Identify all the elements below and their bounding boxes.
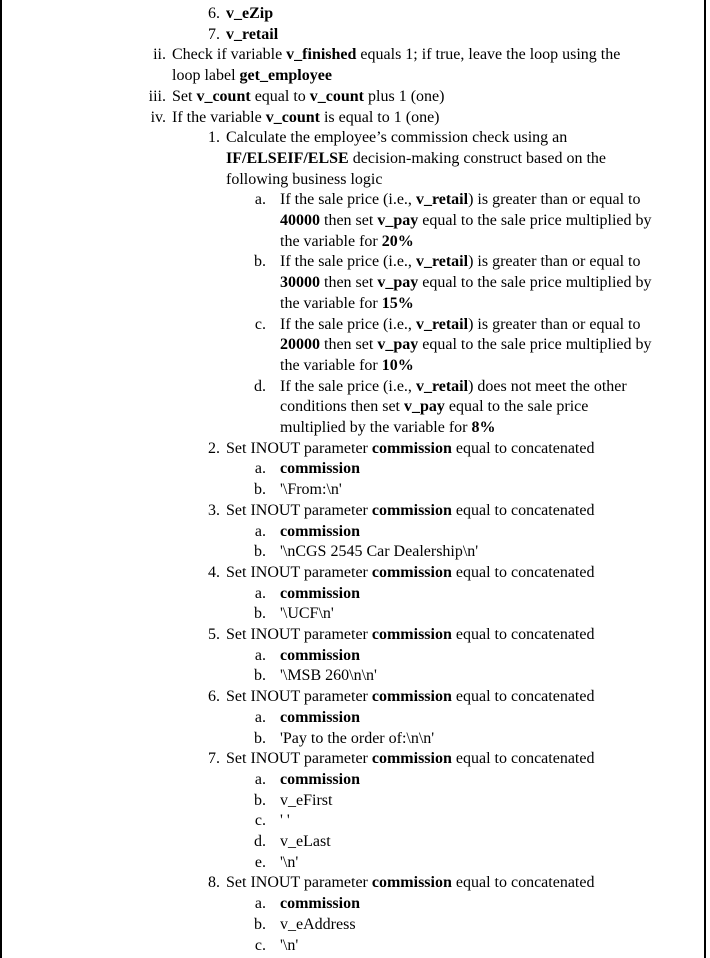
bold-term: 30000 bbox=[280, 274, 320, 292]
list-marker: b. bbox=[254, 253, 266, 271]
text-run: equal to the sale price multiplied by bbox=[418, 274, 652, 292]
text-run: the variable for bbox=[280, 294, 382, 312]
list-line bbox=[2, 356, 702, 377]
list-line bbox=[2, 459, 702, 480]
list-marker: b. bbox=[254, 915, 266, 933]
bold-term: v_retail bbox=[415, 315, 469, 333]
text-run: equal to bbox=[250, 87, 310, 105]
bold-term: commission bbox=[371, 563, 452, 581]
list-line bbox=[2, 563, 702, 584]
text-run: plus 1 (one) bbox=[364, 87, 445, 105]
text-run: v_eFirst bbox=[280, 791, 333, 809]
list-marker: 4. bbox=[208, 563, 220, 581]
bold-term: v_pay bbox=[377, 336, 419, 354]
bold-term: commission bbox=[371, 874, 452, 892]
list-marker: b. bbox=[254, 481, 266, 499]
text-run: then set bbox=[320, 336, 378, 354]
text-run: ) is greater than or equal to bbox=[468, 253, 641, 271]
list-text bbox=[280, 936, 298, 957]
list-text bbox=[280, 377, 627, 398]
list-marker: 2. bbox=[208, 439, 220, 457]
list-line bbox=[2, 542, 702, 563]
list-marker: a. bbox=[254, 770, 266, 788]
text-run: '\n' bbox=[280, 936, 299, 954]
list-line bbox=[2, 522, 702, 543]
list-marker: d. bbox=[254, 377, 266, 395]
list-text bbox=[226, 149, 606, 170]
text-run: equal to concatenated bbox=[451, 501, 595, 519]
list-text bbox=[280, 232, 414, 253]
list-text bbox=[226, 4, 273, 25]
text-run: '\From:\n' bbox=[280, 481, 342, 499]
list-marker: 6. bbox=[208, 688, 220, 706]
text-run: If the variable bbox=[172, 108, 266, 126]
bold-term: 10% bbox=[381, 356, 414, 374]
list-text bbox=[280, 832, 331, 853]
bold-term: commission bbox=[371, 439, 452, 457]
bold-term: commission bbox=[280, 770, 360, 788]
list-marker: b. bbox=[254, 667, 266, 685]
text-run: Check if variable bbox=[172, 46, 287, 64]
list-marker: e. bbox=[254, 853, 266, 871]
list-text bbox=[280, 708, 360, 729]
list-text bbox=[226, 501, 594, 522]
list-text bbox=[226, 128, 567, 149]
bold-term: commission bbox=[280, 460, 360, 478]
list-line bbox=[2, 604, 702, 625]
list-line bbox=[2, 584, 702, 605]
list-line bbox=[2, 252, 702, 273]
list-line bbox=[2, 811, 702, 832]
list-line bbox=[2, 646, 702, 667]
list-marker: b. bbox=[254, 729, 266, 747]
bold-term: commission bbox=[280, 584, 360, 602]
list-marker: 8. bbox=[208, 874, 220, 892]
list-text bbox=[280, 273, 652, 294]
bold-term: v_retail bbox=[415, 377, 469, 395]
text-run: Calculate the employee’s commission check using an bbox=[226, 129, 568, 147]
list-text bbox=[226, 170, 382, 191]
text-run: decision-making construct based on the bbox=[348, 149, 606, 167]
list-marker: a. bbox=[254, 584, 266, 602]
bold-term: v_count bbox=[309, 87, 365, 105]
list-text bbox=[280, 811, 290, 832]
text-run: ) is greater than or equal to bbox=[468, 315, 641, 333]
list-marker: 1. bbox=[208, 129, 220, 147]
list-text bbox=[226, 25, 278, 46]
bold-term: commission bbox=[371, 501, 452, 519]
bold-term: commission bbox=[280, 646, 360, 664]
list-line bbox=[2, 4, 702, 25]
list-marker: a. bbox=[254, 895, 266, 913]
list-text bbox=[280, 315, 640, 336]
list-line bbox=[2, 170, 702, 191]
text-run: is equal to 1 (one) bbox=[319, 108, 440, 126]
list-text bbox=[280, 335, 652, 356]
list-marker: 7. bbox=[208, 750, 220, 768]
text-run: then set bbox=[320, 212, 378, 229]
list-line bbox=[2, 480, 702, 501]
list-marker: a. bbox=[254, 708, 266, 726]
list-line bbox=[2, 936, 702, 957]
list-text bbox=[280, 729, 434, 750]
text-run: equal to concatenated bbox=[451, 563, 595, 581]
bold-term: commission bbox=[280, 708, 360, 726]
list-line bbox=[2, 894, 702, 915]
bold-term: commission bbox=[371, 626, 452, 643]
list-text bbox=[280, 211, 652, 232]
list-marker: d. bbox=[254, 833, 266, 850]
list-line bbox=[2, 128, 702, 149]
text-run: Set INOUT parameter bbox=[226, 439, 372, 457]
list-marker: a. bbox=[254, 191, 266, 209]
text-run: v_eLast bbox=[280, 833, 331, 850]
text-run: the variable for bbox=[280, 356, 382, 374]
list-line bbox=[2, 501, 702, 522]
list-line bbox=[2, 708, 702, 729]
text-run: equal to concatenated bbox=[451, 750, 595, 768]
text-run: multiplied by the variable for bbox=[280, 419, 472, 436]
text-run: Set bbox=[172, 87, 197, 105]
text-run: then set bbox=[320, 274, 378, 292]
list-line bbox=[2, 397, 702, 418]
text-run: Set INOUT parameter bbox=[226, 501, 372, 519]
text-run: Set INOUT parameter bbox=[226, 874, 372, 892]
text-run: loop label bbox=[172, 67, 240, 85]
list-text bbox=[172, 45, 620, 66]
text-run: equals 1; if true, leave the loop using the bbox=[356, 46, 621, 64]
list-text bbox=[172, 66, 332, 87]
bold-term: 40000 bbox=[280, 212, 320, 229]
list-text bbox=[172, 87, 444, 108]
bold-term: v_pay bbox=[377, 212, 419, 229]
list-line bbox=[2, 273, 702, 294]
list-text bbox=[226, 563, 594, 584]
list-text bbox=[280, 666, 377, 687]
list-line bbox=[2, 294, 702, 315]
bold-term: v_count bbox=[265, 108, 320, 126]
text-run: If the sale price (i.e., bbox=[280, 191, 416, 209]
text-run: If the sale price (i.e., bbox=[280, 377, 416, 395]
list-line bbox=[2, 666, 702, 687]
bold-term: v_count bbox=[196, 87, 251, 105]
bold-term: v_finished bbox=[286, 46, 357, 64]
list-marker: 6. bbox=[208, 5, 220, 22]
text-run: equal to the sale price bbox=[444, 398, 589, 416]
text-run: equal to concatenated bbox=[451, 439, 595, 457]
bold-term: v_retail bbox=[415, 253, 469, 271]
text-run: equal to concatenated bbox=[451, 626, 595, 643]
list-text bbox=[280, 294, 414, 315]
list-text bbox=[280, 459, 360, 480]
text-run: following business logic bbox=[226, 170, 383, 188]
list-marker: b. bbox=[254, 605, 266, 623]
list-line bbox=[2, 25, 702, 46]
list-marker: c. bbox=[254, 812, 266, 830]
text-run: Set INOUT parameter bbox=[226, 750, 372, 768]
list-line bbox=[2, 832, 702, 853]
list-text bbox=[226, 439, 594, 460]
list-line bbox=[2, 439, 702, 460]
list-line bbox=[2, 853, 702, 874]
list-text bbox=[226, 873, 594, 894]
list-marker: 3. bbox=[208, 501, 220, 519]
list-marker: b. bbox=[254, 543, 266, 561]
list-marker: iv. bbox=[150, 108, 166, 126]
list-text bbox=[172, 108, 440, 129]
list-marker: 5. bbox=[208, 626, 220, 643]
list-text bbox=[280, 356, 414, 377]
list-line bbox=[2, 418, 702, 439]
list-marker: a. bbox=[254, 646, 266, 664]
list-line bbox=[2, 87, 702, 108]
list-line bbox=[2, 108, 702, 129]
text-run: Set INOUT parameter bbox=[226, 563, 372, 581]
list-text bbox=[280, 190, 640, 211]
list-line bbox=[2, 211, 702, 232]
bold-term: IF/ELSEIF/ELSE bbox=[226, 149, 349, 167]
bold-term: 15% bbox=[381, 294, 414, 312]
text-run: '\nCGS 2545 Car Dealership\n' bbox=[280, 543, 479, 561]
list-text bbox=[280, 480, 342, 501]
text-run: Set INOUT parameter bbox=[226, 688, 372, 706]
list-line bbox=[2, 335, 702, 356]
list-line bbox=[2, 729, 702, 750]
list-text bbox=[280, 584, 360, 605]
list-line bbox=[2, 770, 702, 791]
text-run: 'Pay to the order of:\n\n' bbox=[280, 729, 435, 747]
list-line bbox=[2, 915, 702, 936]
list-text bbox=[280, 252, 640, 273]
list-line bbox=[2, 315, 702, 336]
text-run: conditions then set bbox=[280, 398, 404, 416]
list-text bbox=[280, 522, 360, 543]
list-marker: b. bbox=[254, 791, 266, 809]
bold-term: v_retail bbox=[226, 25, 279, 43]
bold-term: commission bbox=[371, 688, 452, 706]
list-text bbox=[280, 894, 360, 915]
text-run: If the sale price (i.e., bbox=[280, 315, 416, 333]
list-line bbox=[2, 377, 702, 398]
list-line bbox=[2, 625, 702, 646]
bold-term: 8% bbox=[471, 419, 496, 436]
list-line bbox=[2, 232, 702, 253]
list-line bbox=[2, 66, 702, 87]
list-marker: c. bbox=[254, 936, 266, 954]
list-text bbox=[280, 646, 360, 667]
list-text bbox=[280, 770, 360, 791]
list-text bbox=[280, 915, 356, 936]
list-text bbox=[280, 397, 588, 418]
text-run: If the sale price (i.e., bbox=[280, 253, 416, 271]
text-run: equal to concatenated bbox=[451, 874, 595, 892]
list-line bbox=[2, 149, 702, 170]
list-marker: c. bbox=[254, 315, 266, 333]
list-text bbox=[226, 749, 594, 770]
text-run: '\UCF\n' bbox=[280, 605, 334, 623]
list-text bbox=[226, 687, 594, 708]
list-line bbox=[2, 687, 702, 708]
text-run: v_eAddress bbox=[280, 915, 356, 933]
text-run: equal to the sale price multiplied by bbox=[418, 336, 652, 354]
bold-term: 20% bbox=[381, 232, 414, 250]
text-run: '\n' bbox=[280, 853, 299, 871]
list-marker: a. bbox=[254, 522, 266, 540]
list-text bbox=[226, 625, 594, 646]
bold-term: v_pay bbox=[403, 398, 445, 416]
bold-term: commission bbox=[280, 522, 360, 540]
list-line bbox=[2, 45, 702, 66]
bold-term: 20000 bbox=[280, 336, 320, 354]
text-run: '\MSB 260\n\n' bbox=[280, 667, 377, 685]
bold-term: commission bbox=[371, 750, 452, 768]
text-run: equal to the sale price multiplied by bbox=[418, 212, 652, 229]
text-run: equal to concatenated bbox=[451, 688, 595, 706]
list-marker: iii. bbox=[148, 87, 166, 105]
list-text bbox=[280, 853, 298, 874]
list-line bbox=[2, 190, 702, 211]
list-text bbox=[280, 418, 496, 439]
list-text bbox=[280, 791, 332, 812]
bold-term: commission bbox=[280, 895, 360, 913]
bold-term: v_pay bbox=[377, 274, 419, 292]
bold-term: v_eZip bbox=[226, 5, 274, 22]
list-text bbox=[280, 542, 478, 563]
list-marker: a. bbox=[254, 460, 266, 478]
list-line bbox=[2, 873, 702, 894]
list-marker: ii. bbox=[153, 46, 166, 64]
text-run: ) does not meet the other bbox=[468, 377, 627, 395]
text-run: Set INOUT parameter bbox=[226, 626, 372, 643]
text-run: ' ' bbox=[280, 812, 290, 830]
list-line bbox=[2, 791, 702, 812]
list-line bbox=[2, 749, 702, 770]
bold-term: v_retail bbox=[415, 191, 469, 209]
list-marker: 7. bbox=[208, 25, 220, 43]
list-text bbox=[280, 604, 334, 625]
text-run: ) is greater than or equal to bbox=[468, 191, 641, 209]
text-run: the variable for bbox=[280, 232, 382, 250]
bold-term: get_employee bbox=[239, 67, 332, 85]
